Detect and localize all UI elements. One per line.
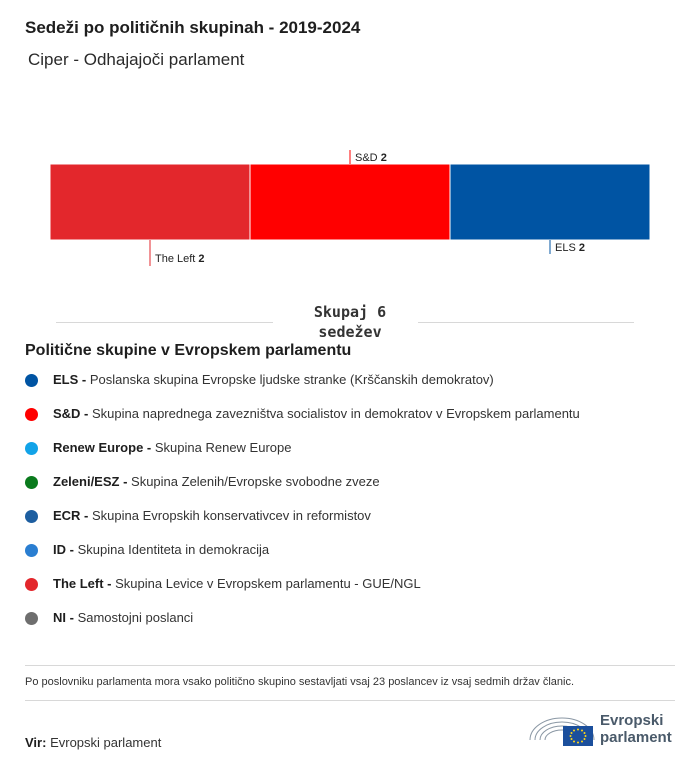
legend-dot <box>25 578 38 591</box>
bar-segment-els <box>450 164 650 240</box>
legend-abbr: ID - <box>53 542 74 557</box>
legend-abbr: ELS - <box>53 372 87 387</box>
legend-text: Skupina Identiteta in demokracija <box>77 542 270 557</box>
footnote: Po poslovniku parlamenta mora vsako politično skupino sestavljati vsaj 23 poslancev iz vsaj sedmih držav članic. <box>25 676 575 688</box>
legend-abbr: Zeleni/ESZ - <box>53 474 128 489</box>
legend-text: Skupina Renew Europe <box>154 440 292 455</box>
legend-title: Politične skupine v Evropskem parlamentu <box>25 342 352 359</box>
total-line-2: sedežev <box>318 323 382 341</box>
legend-text: Skupina naprednega zavezništva socialistov in demokratov v Evropskem parlamentu <box>92 406 580 421</box>
data-label: The Left 2 <box>155 253 205 265</box>
total-divider-right <box>418 322 634 323</box>
logo-text: Evropski parlament <box>600 712 672 746</box>
legend-dot <box>25 510 38 523</box>
data-label: ELS 2 <box>555 242 585 254</box>
seat-chart <box>0 140 700 280</box>
legend-abbr: Renew Europe - <box>53 440 152 455</box>
chart-subtitle: Ciper - Odhajajoči parlament <box>28 50 245 69</box>
european-parliament-logo <box>528 710 678 750</box>
legend-text: Skupina Levice v Evropskem parlamentu - GUE/NGL <box>115 576 421 591</box>
chart-title: Sedeži po političnih skupinah - 2019-2024 <box>25 18 361 37</box>
legend-dot <box>25 476 38 489</box>
legend-text: Skupina Evropskih konservativcev in reformistov <box>92 508 371 523</box>
legend-dot <box>25 442 38 455</box>
source <box>25 735 161 750</box>
legend-dot <box>25 408 38 421</box>
footer-divider-top <box>25 665 675 666</box>
total-line-1: Skupaj 6 <box>313 303 387 321</box>
source-label: Vir: <box>25 735 47 750</box>
bar-segment-the-left <box>50 164 250 240</box>
legend-text: Skupina Zelenih/Evropske svobodne zveze <box>131 474 380 489</box>
legend-abbr: NI - <box>53 610 74 625</box>
total-seats <box>300 302 400 342</box>
legend-text: Samostojni poslanci <box>77 610 194 625</box>
total-divider-left <box>56 322 273 323</box>
footer-divider-bottom <box>25 700 675 701</box>
bar-segment-s-d <box>250 164 450 240</box>
legend-abbr: The Left - <box>53 576 112 591</box>
legend-dot <box>25 374 38 387</box>
legend-text: Poslanska skupina Evropske ljudske stranke (Krščanskih demokratov) <box>89 372 494 387</box>
legend-dot <box>25 612 38 625</box>
source-value: Evropski parlament <box>50 735 162 750</box>
legend-dot <box>25 544 38 557</box>
legend-abbr: S&D - <box>53 406 89 421</box>
data-label: S&D 2 <box>355 152 387 164</box>
legend-abbr: ECR - <box>53 508 89 523</box>
